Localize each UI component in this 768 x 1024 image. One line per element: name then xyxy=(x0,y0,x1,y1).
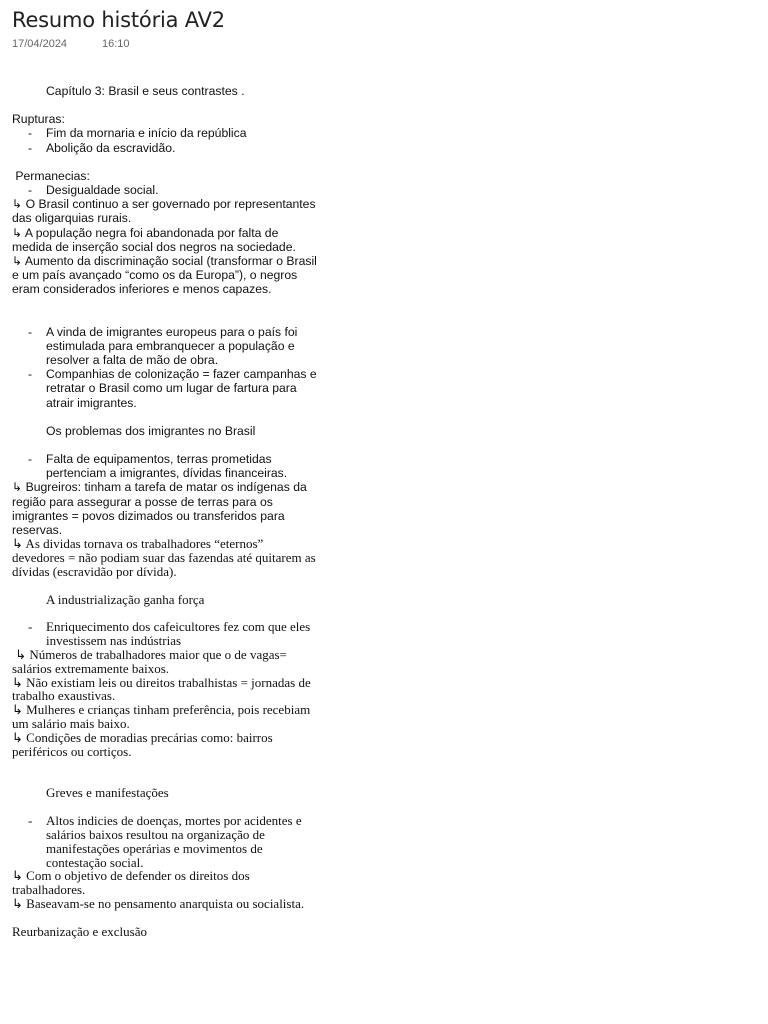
sub-point: dívidas (escravidão por dívida). xyxy=(12,563,177,579)
sub-point: ↳ A população negra foi abandonada por falta de medida de inserção social dos negros na sociedade. xyxy=(12,225,296,254)
note-body[interactable] xyxy=(12,84,317,939)
sub-point: ↳ Não existiam leis ou direitos trabalhistas = jornadas de trabalho exaustivas. xyxy=(12,674,311,704)
list-item: - A vinda de imigrantes europeus para o país foi estimulada para embranquecer a população e resolver a falta de mão de obra. xyxy=(28,324,298,368)
sub-point: ↳ Baseavam-se no pensamento anarquista ou socialista. xyxy=(12,896,305,912)
note-date: 17/04/2024 xyxy=(12,38,68,50)
sub-point: ↳ Números de trabalhadores maior que o de vagas= salários extremamente baixos. xyxy=(12,647,291,676)
section-heading: A industrialização ganha força xyxy=(46,591,205,607)
sub-point: ↳ Condições de moradias precárias como: bairros periféricos ou cortiços. xyxy=(12,729,273,759)
sub-point: ↳ Aumento da discriminação social (transformar o Brasil e um país avançado “como os da Europa”), o negros eram considerados inferiores e menos capazes. xyxy=(12,254,317,297)
list-item: - Companhias de colonização = fazer campanhas e retratar o Brasil como um lugar de fartura para atrair imigrantes. xyxy=(28,367,317,410)
rupturas-label: Rupturas: xyxy=(12,112,65,127)
sub-point: ↳ Com o objetivo de defender os direitos dos trabalhadores. xyxy=(12,868,250,898)
list-item: - Desigualdade social. xyxy=(28,183,159,198)
sub-point: ↳ As dividas tornava os trabalhadores “eternos” devedores = não podiam suar das fazendas até quitarem as xyxy=(12,536,316,566)
chapter-heading: Capítulo 3: Brasil e seus contrastes . xyxy=(46,84,245,98)
section-heading: Reurbanização e exclusão xyxy=(12,923,147,939)
page-title: Resumo história AV2 xyxy=(12,8,225,32)
sub-point: ↳ Mulheres e crianças tinham preferência, pois recebiam um salário mais baixo. xyxy=(12,702,311,732)
sub-point: ↳ O Brasil continuo a ser governado por representantes das oligarquias rurais. xyxy=(12,197,316,226)
permanecias-label: Permanecias: xyxy=(12,168,90,183)
list-item: - Falta de equipamentos, terras prometidas pertenciam a imigrantes, dívidas financeiras. xyxy=(28,452,288,481)
list-item: - Fim da mornaria e início da república xyxy=(28,126,247,141)
sub-point: ↳ Bugreiros: tinham a tarefa de matar os indígenas da região para assegurar a posse de terras para os imigrantes = povos dizimados ou transferidos para reservas. xyxy=(12,480,307,538)
list-item: - Enriquecimento dos cafeicultores fez com que eles investissem nas indústrias xyxy=(28,619,311,649)
list-item: - Altos indicies de doenças, mortes por acidentes e salários baixos resultou na organização de manifestações operárias e movimentos de contestação social. xyxy=(28,813,302,870)
list-item: - Abolição da escravidão. xyxy=(28,140,176,155)
section-heading: Os problemas dos imigrantes no Brasil xyxy=(46,423,256,438)
section-heading: Greves e manifestações xyxy=(46,785,169,801)
note-time: 16:10 xyxy=(102,38,130,50)
